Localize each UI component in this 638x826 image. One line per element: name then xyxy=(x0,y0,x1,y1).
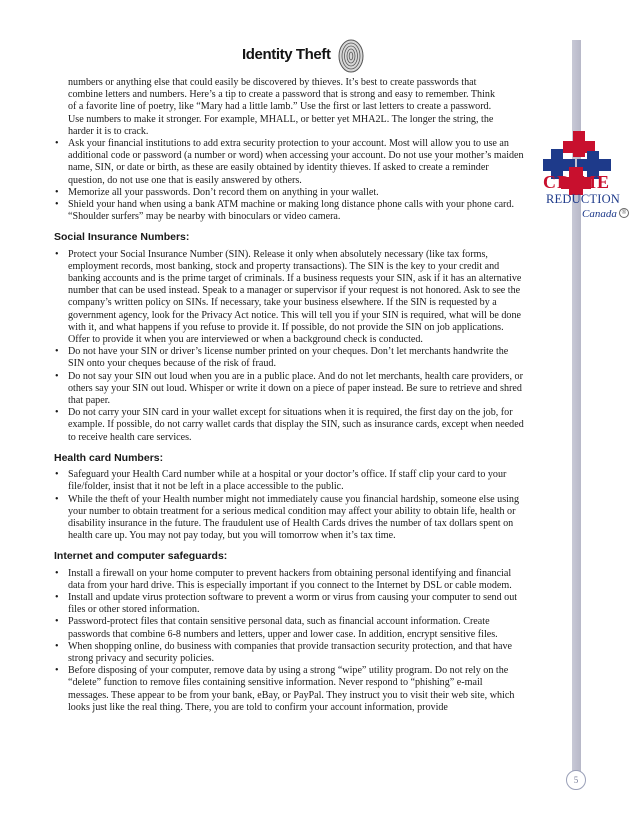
text-line: harder it is to crack. xyxy=(68,125,149,137)
sin-bullet-list xyxy=(54,249,524,444)
list-item: • Do not carry your SIN card in your wallet except for situations when it is required, the first day on the job, for example. If possible, do not carry wallet cards that display the SIN, such as insurance cards, except when needed to receive health care services. xyxy=(54,407,524,444)
intro-bullet-list xyxy=(54,138,524,223)
list-item: • Before disposing of your computer, remove data by using a strong “wipe” utility program. Do not rely on the “delete” function to remove files containing sensitive information. Never respond to “phishing” e-mail messages. These appear to be from your bank, eBay, or PayPal. They instruct you to visit their web site, which looks just like the real thing. There, you are told to confirm your account information, provide xyxy=(54,665,524,714)
section-heading-sin: Social Insurance Numbers: xyxy=(54,231,190,244)
list-item: • Memorize all your passwords. Don’t record them on anything in your wallet. xyxy=(54,187,524,199)
text-line: numbers or anything else that could easily be discovered by thieves. It’s best to create passwords that xyxy=(68,77,477,88)
logo-reduction-text: REDUCTION xyxy=(546,192,621,206)
text-line: combine letters and numbers. Here’s a tip to create a password that is strong and easy to remember. Think xyxy=(68,89,495,101)
text-line: of a favorite line of poetry, like “Mary had a little lamb.” Use the first or last letters to create a password. xyxy=(68,101,492,113)
list-item: • Install and update virus protection software to prevent a worm or virus from causing your computer to send out files or other stored information. xyxy=(54,592,524,616)
logo-canada-text: Canada xyxy=(582,208,617,220)
list-item: • Protect your Social Insurance Number (SIN). Release it only when absolutely necessary (like tax forms, employment records, most banking, stock and property transactions). The SIN is the key to your credit and banking accounts and is the prime target of criminals. If a business requests your SIN, ask if it has an alternative number that can be used instead. Speak to a manager or supervisor if your request is not honored. Ask to see the company’s written policy on SINs. If necessary, take your business elsewhere. If the SIN is requested by a government agency, look for the Privacy Act notice. This will tell you if your SIN is required, what will be done with it, and what happens if you refuse to provide it. If possible, do not provide the SIN on job applications. Offer to provide it when you are interviewed or when a background check is conducted. xyxy=(54,249,524,347)
list-item: • Install a firewall on your home computer to prevent hackers from obtaining personal identifying and financial data from your hard drive. This is especially important if you connect to the Internet by DSL or cable modem. xyxy=(54,568,524,592)
list-item: • Shield your hand when using a bank ATM machine or making long distance phone calls with your phone card. “Shoulder surfers” may be nearby with binoculars or video camera. xyxy=(54,199,524,223)
internet-bullet-list xyxy=(54,568,524,714)
fingerprint-icon xyxy=(337,38,365,74)
list-item: • When shopping online, do business with companies that provide transaction security protection, and that have strong privacy and security policies. xyxy=(54,641,524,665)
intro-continuation xyxy=(54,77,524,138)
list-item: • Ask your financial institutions to add extra security protection to your account. Most will allow you to use an additional code or password (a number or word) when accessing your account. Do not use your mother’s maiden name, SIN, or date or birth, as these are easily obtained by identity thieves. If asked to create a reminder question, do not use one that is easily answered by others. xyxy=(54,138,524,187)
text-line: Use numbers to make it stronger. For example, MHALL, or better yet MHA2L. The longer the string, the xyxy=(68,113,494,125)
registered-mark: ® xyxy=(619,208,629,218)
list-item: • Password-protect files that contain sensitive personal data, such as financial account information. Create passwords that combine 6-8 numbers and letters, upper and lower case. In addition, encrypt sensitive files. xyxy=(54,616,524,640)
section-heading-internet: Internet and computer safeguards: xyxy=(54,550,228,563)
list-item: • Do not say your SIN out loud when you are in a public place. And do not let merchants, health care providers, or others say your SIN out loud. Whisper or write it down on a piece of paper instead. Be sure to retrieve and shred that paper. xyxy=(54,371,524,408)
document-body xyxy=(54,77,524,714)
page-title: Identity Theft xyxy=(242,46,331,63)
section-heading-health-card: Health card Numbers: xyxy=(54,451,164,464)
page-number: 5 xyxy=(566,770,586,790)
list-item: • Safeguard your Health Card number while at a hospital or your doctor’s office. If staff clip your card to your file/folder, insist that it not be left in a place accessible to the public. xyxy=(54,469,524,493)
list-item: • Do not have your SIN or driver’s license number printed on your cheques. Don’t let merchants handwrite the SIN onto your cheques because of the risk of fraud. xyxy=(54,346,524,370)
list-item: • While the theft of your Health number might not immediately cause you financial hardship, someone else using your number to obtain treatment for a serious medical condition may affect your ability to obtain life, health or disability insurance in the future. The fraudulent use of Health Cards drives the number of tax dollars spent on health care up. You may not pay today, but you will tomorrow when it’s tax time. xyxy=(54,494,524,543)
health-card-bullet-list xyxy=(54,469,524,542)
logo-crime-text: CRIME xyxy=(543,172,610,192)
